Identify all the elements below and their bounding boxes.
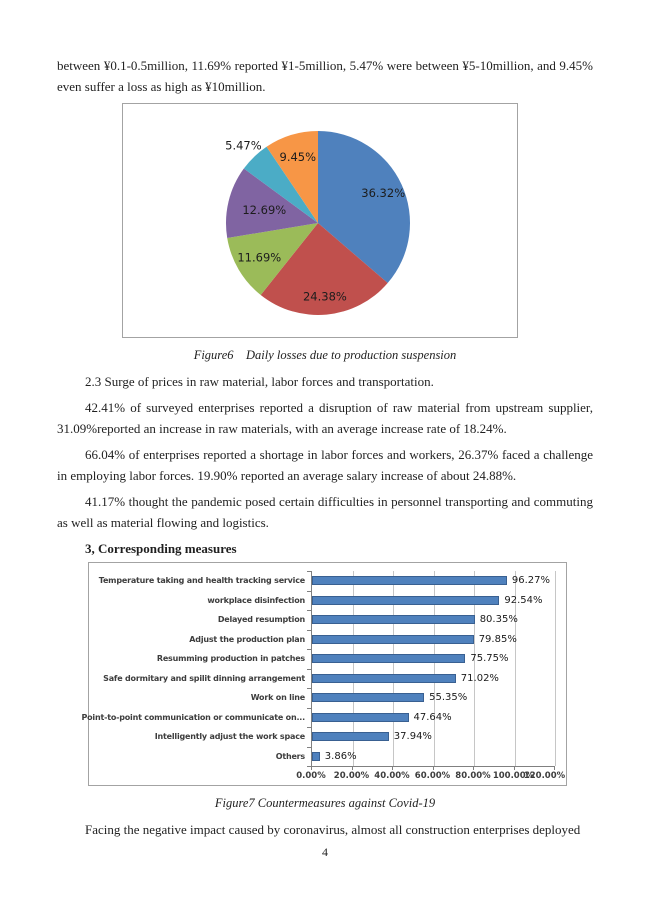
y-axis-tick <box>307 649 311 650</box>
bar-value-label: 71.02% <box>460 672 499 684</box>
bar <box>312 713 409 722</box>
bar-category-label: Adjust the production plan <box>189 634 305 644</box>
y-axis-tick <box>307 766 311 767</box>
y-axis-tick <box>307 669 311 670</box>
x-axis-tick <box>514 766 515 770</box>
bar <box>312 576 507 585</box>
x-axis-label: 60.00% <box>414 771 451 781</box>
bar-chart-canvas <box>81 563 566 785</box>
paragraph-transport: 41.17% thought the pandemic posed certain difficulties in personnel transporting and commuting as well as material flowing and logistics. <box>57 494 593 530</box>
pie-slice-label: 11.69% <box>237 250 282 265</box>
bar-value-label: 3.86% <box>324 750 357 762</box>
page-number: 4 <box>322 845 328 859</box>
bar-value-label: 80.35% <box>479 614 518 625</box>
figure7-caption: Figure7 Countermeasures against Covid-19 <box>214 796 436 810</box>
bar-value-label: 37.94% <box>393 731 432 742</box>
bar-category-label: Safe dormitary and spilit dinning arrangement <box>103 673 305 683</box>
bar-category-label: Others <box>275 751 305 761</box>
bar <box>312 693 424 702</box>
x-axis-tick <box>473 766 474 770</box>
x-axis-label: 20.00% <box>333 771 370 781</box>
figure6-caption: Figure6 Daily losses due to production suspension <box>193 348 457 362</box>
bar-value-label: 55.35% <box>429 692 468 703</box>
paragraph-labor: 66.04% of enterprises reported a shortage in labor forces and workers, 26.37% faced a challenge in employing labor forces. 19.90% reported an average salary increase of about 24.88%. <box>57 447 593 483</box>
bar-category-label: Resumming production in patches <box>156 654 305 663</box>
x-axis-tick <box>352 766 353 770</box>
y-axis-tick <box>307 688 311 689</box>
y-axis-tick <box>307 610 311 611</box>
x-axis-tick <box>554 766 555 770</box>
bar-category-label: Intelligently adjust the work space <box>154 732 305 741</box>
bar-category-label: workplace disinfection <box>207 595 305 605</box>
paragraph-raw-material: 42.41% of surveyed enterprises reported a disruption of raw material from upstream supplier, 31.09%reported an increase in raw materials, with an average increase rate of 18.24%. <box>57 400 593 436</box>
y-axis-tick <box>307 591 311 592</box>
pie-slice-label: 5.47% <box>225 138 262 153</box>
bar <box>312 674 456 683</box>
bar <box>312 596 499 605</box>
bar-category-label: Temperature taking and health tracking service <box>98 576 305 585</box>
pie-slice-label: 36.32% <box>361 186 406 201</box>
bar-value-label: 75.75% <box>470 653 509 664</box>
pie-slice-label: 9.45% <box>279 150 317 164</box>
x-axis-tick <box>311 766 312 770</box>
x-axis-label: 0.00% <box>296 771 326 781</box>
bar <box>312 732 389 741</box>
paragraph-section-2-3: 2.3 Surge of prices in raw material, labor forces and transportation. <box>85 374 434 389</box>
bar-category-label: Delayed resumption <box>217 615 305 624</box>
bar <box>312 615 475 624</box>
figure7-bar-chart <box>81 562 567 786</box>
bar <box>312 635 474 644</box>
bar-value-label: 79.85% <box>478 633 517 645</box>
x-axis-label: 80.00% <box>455 771 491 781</box>
gridline <box>555 571 556 766</box>
paragraph-closing: Facing the negative impact caused by coronavirus, almost all construction enterprises deployed <box>85 822 581 837</box>
y-axis-tick <box>307 630 311 631</box>
pie-slice-label: 24.38% <box>302 289 347 304</box>
x-axis-label: 100.00% <box>492 771 535 781</box>
bar-value-label: 96.27% <box>511 575 551 586</box>
paragraph-intro: between ¥0.1-0.5million, 11.69% reported ¥1-5million, 5.47% were between ¥5-10million, and 9.45% even suffer a loss as high as ¥10million. <box>57 58 593 94</box>
bar-category-label: Point-to-point communication or communicate on... <box>81 712 305 722</box>
y-axis-tick <box>307 571 311 572</box>
bar <box>312 654 465 663</box>
pie-slice-label: 12.69% <box>242 203 287 218</box>
y-axis-tick <box>307 727 311 728</box>
bar <box>312 752 320 761</box>
y-axis-tick <box>307 708 311 709</box>
x-axis-tick <box>392 766 393 770</box>
bar-category-label: Work on line <box>250 693 305 702</box>
section-3-heading: 3, Corresponding measures <box>85 541 237 556</box>
bar-value-label: 92.54% <box>504 594 543 606</box>
figure6-pie-chart <box>122 103 518 338</box>
x-axis-tick <box>433 766 434 770</box>
pie-chart-canvas <box>123 104 517 337</box>
y-axis-tick <box>307 747 311 748</box>
x-axis-label: 120.00% <box>523 771 566 781</box>
bar-value-label: 47.64% <box>413 711 452 723</box>
x-axis-label: 40.00% <box>374 771 410 781</box>
